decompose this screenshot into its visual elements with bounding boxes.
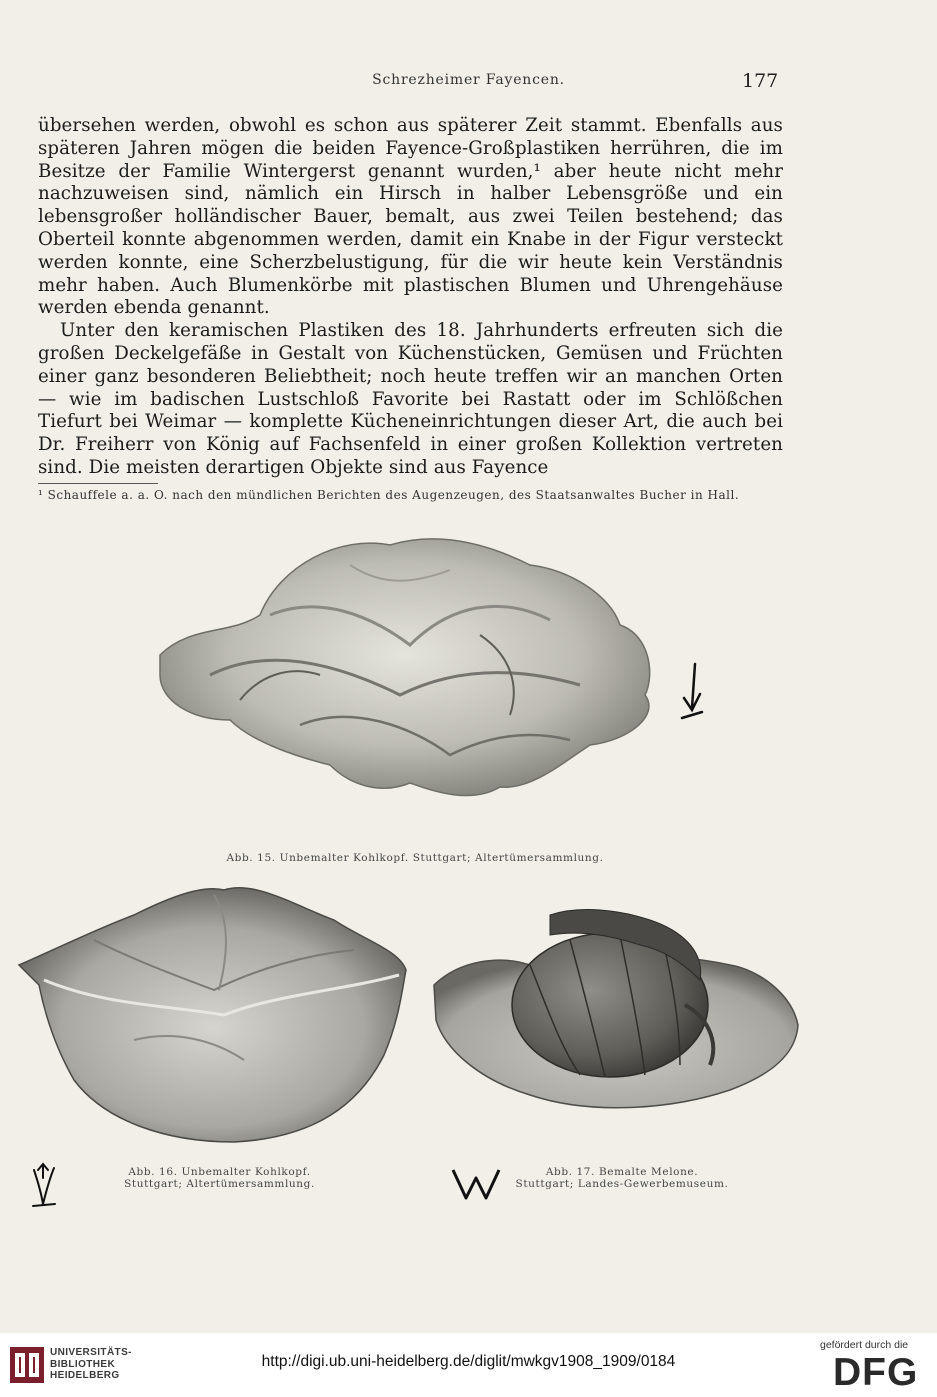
figure-15-cabbage-image: [150, 525, 670, 835]
footer-bar: [0, 1333, 937, 1397]
library-name-line2: BIBLIOTHEK: [50, 1358, 116, 1370]
figure-16-caption: [112, 1166, 327, 1190]
dfg-logo: DFG: [833, 1351, 919, 1394]
paragraph-1: übersehen werden, obwohl es schon aus späterer Zeit stammt. Ebenfalls aus späteren Jahren mögen die beiden Fayence-Großplastiken herrühren, die im Besitze der Familie Wintergerst genannt wurden,¹ aber heute nicht mehr nachzuweisen sind, nämlich ein Hirsch in halber Lebensgröße und ein lebensgroßer holländischer Bauer, bemalt, aus zwei Teilen bestehend; das Oberteil konnte abgenommen werden, damit ein Knabe in der Figur versteckt werden konnte, eine Scherzbelustigung, für die wir heute kein Verständnis mehr haben. Auch Blumenkörbe mit plastischen Blumen und Uhrengehäuse werden ebenda genannt.: [38, 115, 783, 319]
figure-17-caption-line1: Abb. 17. Bemalte Melone.: [545, 1166, 699, 1178]
figure-17-melon-image: [430, 905, 802, 1120]
page-number: 177: [742, 70, 779, 92]
library-name-line1: UNIVERSITÄTS-: [50, 1347, 132, 1358]
funding-note: gefördert durch die: [820, 1339, 909, 1351]
factory-mark-v-icon: [30, 1160, 58, 1208]
paragraph-2: Unter den keramischen Plastiken des 18. Jahrhunderts erfreuten sich die großen Deckelgefäße in Gestalt von Küchenstücken, Gemüsen und Früchten einer ganz besonderen Beliebtheit; noch heute treffen wir an manchen Orten — wie im badischen Lustschloß Favorite bei Rastatt oder im Schlößchen Tiefurt bei Weimar — komplette Kücheneinrichtungen dieser Art, die auch bei Dr. Freiherr von König auf Fachsenfeld in einer großen Kollektion vertreten sind. Die meisten derartigen Objekte sind aus Fayence: [38, 320, 783, 478]
figure-15-caption: Abb. 15. Unbemalter Kohlkopf. Stuttgart; Altertümersammlung.: [226, 852, 604, 864]
footnote: ¹ Schauffele a. a. O. nach den mündlichen Berichten des Augenzeugen, des Staatsanwaltes Bucher in Hall.: [38, 488, 740, 502]
figure-16-caption-line2: Stuttgart; Altertümersammlung.: [124, 1178, 315, 1190]
library-name-line3: HEIDELBERG: [50, 1370, 120, 1381]
running-title: Schrezheimer Fayencen.: [372, 72, 565, 88]
figure-16-caption-line1: Abb. 16. Unbemalter Kohlkopf.: [128, 1166, 311, 1178]
factory-mark-w-icon: [450, 1166, 502, 1202]
figure-17-caption-line2: Stuttgart; Landes-Gewerbemuseum.: [515, 1178, 729, 1190]
figure-16-cabbage-image: [14, 880, 409, 1145]
arrow-mark-icon: [678, 660, 708, 724]
footnote-rule: [38, 483, 158, 484]
body-text: [38, 115, 783, 480]
permalink-url[interactable]: http://digi.ub.uni-heidelberg.de/diglit/mwkgv1908_1909/0184: [261, 1353, 676, 1370]
figure-17-caption: [512, 1166, 732, 1190]
